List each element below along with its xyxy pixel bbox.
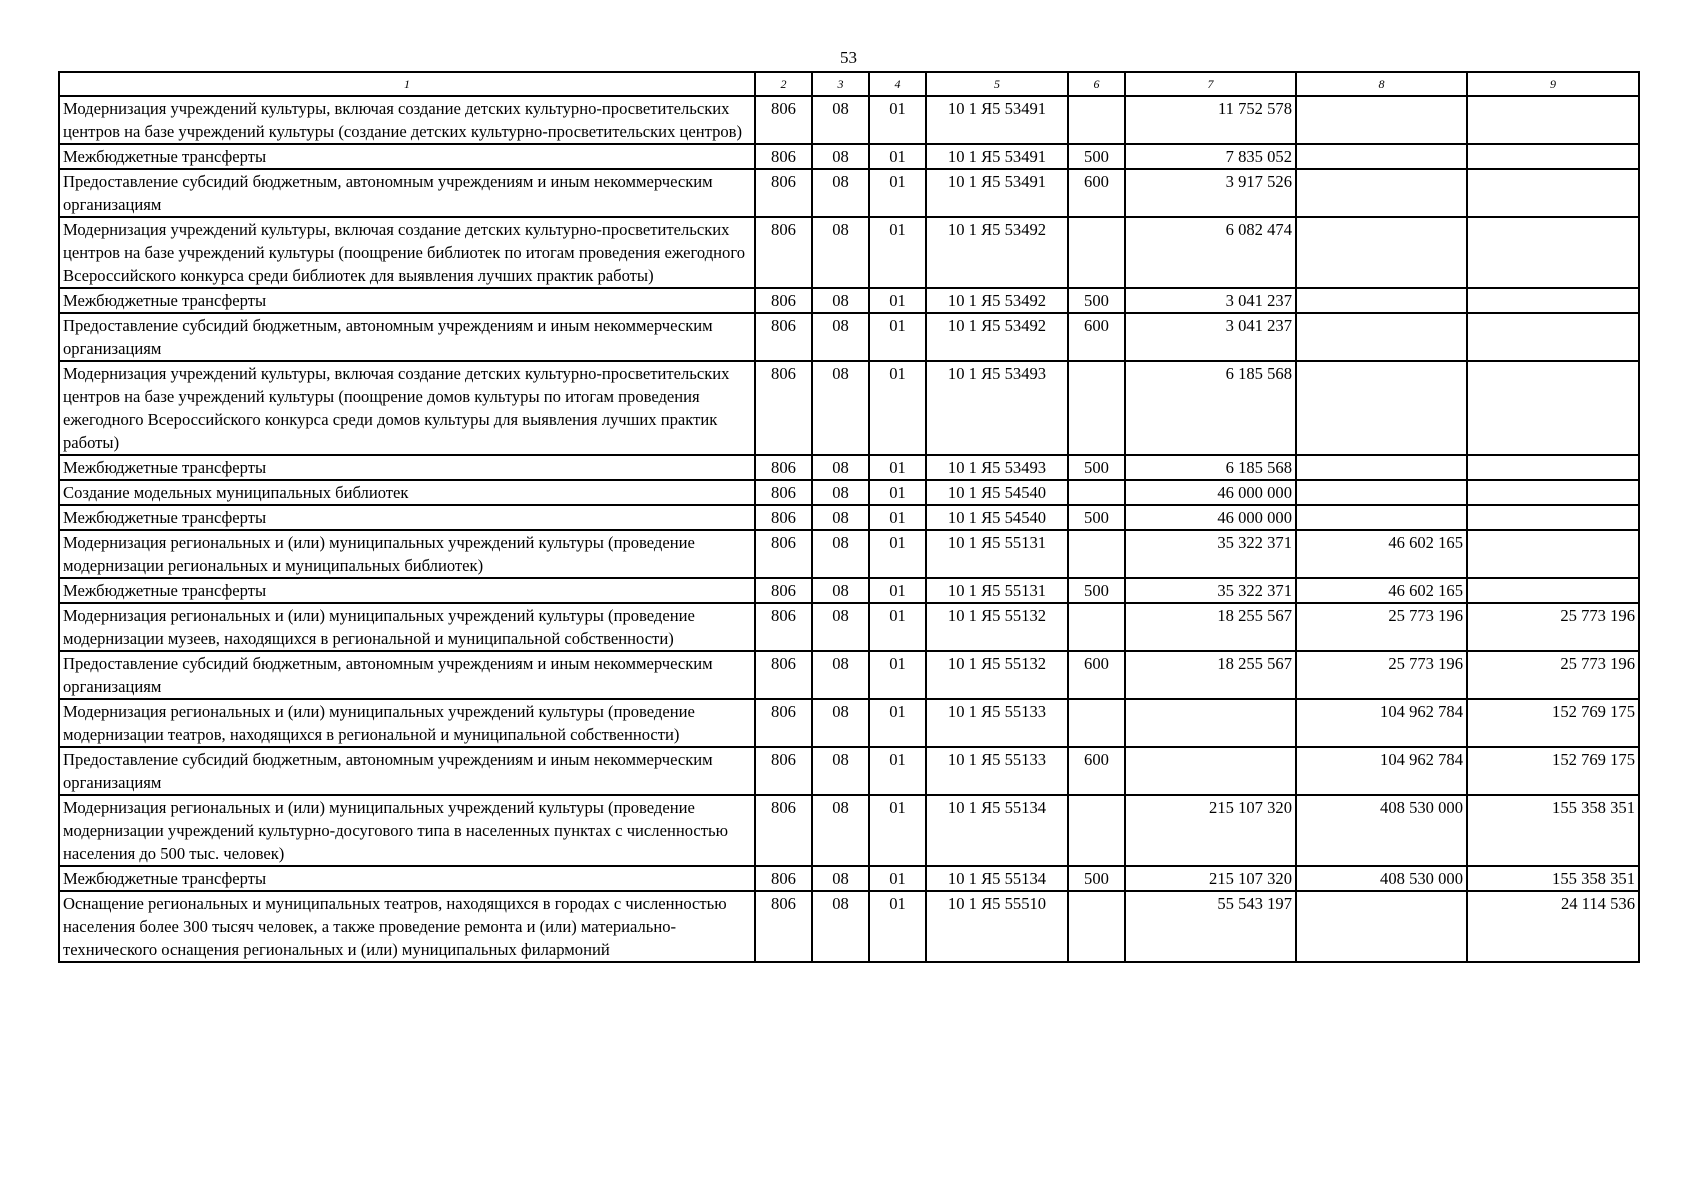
section-code-cell: 08 (812, 96, 869, 144)
section-code-cell: 08 (812, 747, 869, 795)
subsection-code-cell: 01 (869, 795, 926, 866)
page-number: 53 (840, 48, 857, 67)
amount-year3-cell (1467, 169, 1639, 217)
column-number-row (59, 72, 1639, 96)
item-name-cell: Оснащение региональных и муниципальных театров, находящихся в городах с численностью населения более 300 тысяч человек, а также проведение ремонта и (или) материально-технического оснащения региональных и (или) муниципальных филармоний (59, 891, 755, 962)
amount-year3-cell (1467, 313, 1639, 361)
column-number: 7 (1125, 72, 1296, 96)
column-number: 6 (1068, 72, 1125, 96)
amount-year2-cell (1296, 96, 1467, 144)
item-name-cell: Модернизация учреждений культуры, включая создание детских культурно-просветительских центров на базе учреждений культуры (создание детских культурно-просветительских центров) (59, 96, 755, 144)
amount-year2-cell (1296, 361, 1467, 455)
expense-type-cell (1068, 361, 1125, 455)
table-row (59, 313, 1639, 361)
column-number: 2 (755, 72, 812, 96)
target-article-cell: 10 1 Я5 55132 (926, 603, 1068, 651)
subsection-code-cell: 01 (869, 455, 926, 480)
subsection-code-cell: 01 (869, 505, 926, 530)
subsection-code-cell: 01 (869, 530, 926, 578)
expense-type-cell (1068, 891, 1125, 962)
section-code-cell: 08 (812, 288, 869, 313)
section-code-cell: 08 (812, 455, 869, 480)
expense-type-cell: 600 (1068, 313, 1125, 361)
subsection-code-cell: 01 (869, 144, 926, 169)
amount-year3-cell: 24 114 536 (1467, 891, 1639, 962)
target-article-cell: 10 1 Я5 53493 (926, 455, 1068, 480)
target-article-cell: 10 1 Я5 53491 (926, 96, 1068, 144)
table-row (59, 96, 1639, 144)
subsection-code-cell: 01 (869, 217, 926, 288)
target-article-cell: 10 1 Я5 53492 (926, 217, 1068, 288)
table-row (59, 144, 1639, 169)
target-article-cell: 10 1 Я5 53492 (926, 313, 1068, 361)
department-code-cell: 806 (755, 651, 812, 699)
table-row (59, 217, 1639, 288)
section-code-cell: 08 (812, 603, 869, 651)
item-name-cell: Предоставление субсидий бюджетным, автономным учреждениям и иным некоммерческим организациям (59, 747, 755, 795)
target-article-cell: 10 1 Я5 55133 (926, 699, 1068, 747)
amount-year1-cell (1125, 747, 1296, 795)
item-name-cell: Создание модельных муниципальных библиотек (59, 480, 755, 505)
amount-year3-cell (1467, 530, 1639, 578)
target-article-cell: 10 1 Я5 55131 (926, 578, 1068, 603)
amount-year3-cell (1467, 578, 1639, 603)
amount-year2-cell: 104 962 784 (1296, 699, 1467, 747)
item-name-cell: Предоставление субсидий бюджетным, автономным учреждениям и иным некоммерческим организациям (59, 651, 755, 699)
amount-year1-cell: 6 185 568 (1125, 361, 1296, 455)
target-article-cell: 10 1 Я5 55134 (926, 866, 1068, 891)
amount-year1-cell (1125, 699, 1296, 747)
item-name-cell: Межбюджетные трансферты (59, 144, 755, 169)
section-code-cell: 08 (812, 795, 869, 866)
amount-year3-cell (1467, 288, 1639, 313)
subsection-code-cell: 01 (869, 603, 926, 651)
target-article-cell: 10 1 Я5 54540 (926, 505, 1068, 530)
amount-year2-cell: 46 602 165 (1296, 578, 1467, 603)
column-number: 3 (812, 72, 869, 96)
amount-year3-cell: 155 358 351 (1467, 795, 1639, 866)
target-article-cell: 10 1 Я5 55510 (926, 891, 1068, 962)
item-name-cell: Модернизация региональных и (или) муниципальных учреждений культуры (проведение модернизации театров, находящихся в региональной и муниципальной собственности) (59, 699, 755, 747)
amount-year2-cell (1296, 313, 1467, 361)
department-code-cell: 806 (755, 866, 812, 891)
table-row (59, 866, 1639, 891)
target-article-cell: 10 1 Я5 53493 (926, 361, 1068, 455)
amount-year2-cell (1296, 169, 1467, 217)
amount-year2-cell: 104 962 784 (1296, 747, 1467, 795)
amount-year3-cell: 25 773 196 (1467, 651, 1639, 699)
amount-year2-cell (1296, 505, 1467, 530)
column-number: 1 (59, 72, 755, 96)
subsection-code-cell: 01 (869, 699, 926, 747)
department-code-cell: 806 (755, 313, 812, 361)
target-article-cell: 10 1 Я5 55134 (926, 795, 1068, 866)
department-code-cell: 806 (755, 169, 812, 217)
item-name-cell: Межбюджетные трансферты (59, 866, 755, 891)
item-name-cell: Межбюджетные трансферты (59, 578, 755, 603)
subsection-code-cell: 01 (869, 747, 926, 795)
amount-year1-cell: 3 917 526 (1125, 169, 1296, 217)
amount-year1-cell: 6 185 568 (1125, 455, 1296, 480)
section-code-cell: 08 (812, 578, 869, 603)
subsection-code-cell: 01 (869, 480, 926, 505)
department-code-cell: 806 (755, 505, 812, 530)
section-code-cell: 08 (812, 217, 869, 288)
department-code-cell: 806 (755, 455, 812, 480)
amount-year1-cell: 3 041 237 (1125, 313, 1296, 361)
subsection-code-cell: 01 (869, 313, 926, 361)
section-code-cell: 08 (812, 651, 869, 699)
expense-type-cell: 500 (1068, 578, 1125, 603)
amount-year2-cell (1296, 480, 1467, 505)
amount-year3-cell (1467, 480, 1639, 505)
expense-type-cell (1068, 530, 1125, 578)
amount-year1-cell: 46 000 000 (1125, 480, 1296, 505)
amount-year3-cell (1467, 361, 1639, 455)
target-article-cell: 10 1 Я5 54540 (926, 480, 1068, 505)
department-code-cell: 806 (755, 530, 812, 578)
amount-year3-cell: 155 358 351 (1467, 866, 1639, 891)
department-code-cell: 806 (755, 578, 812, 603)
subsection-code-cell: 01 (869, 169, 926, 217)
amount-year1-cell: 11 752 578 (1125, 96, 1296, 144)
section-code-cell: 08 (812, 169, 869, 217)
table-row (59, 651, 1639, 699)
amount-year1-cell: 55 543 197 (1125, 891, 1296, 962)
section-code-cell: 08 (812, 505, 869, 530)
table-row (59, 603, 1639, 651)
amount-year2-cell (1296, 891, 1467, 962)
item-name-cell: Модернизация региональных и (или) муниципальных учреждений культуры (проведение модернизации учреждений культурно-досугового типа в населенных пунктах с численностью населения до 500 тыс. человек) (59, 795, 755, 866)
item-name-cell: Межбюджетные трансферты (59, 288, 755, 313)
amount-year2-cell (1296, 144, 1467, 169)
department-code-cell: 806 (755, 891, 812, 962)
table-row (59, 795, 1639, 866)
amount-year2-cell (1296, 217, 1467, 288)
target-article-cell: 10 1 Я5 53492 (926, 288, 1068, 313)
item-name-cell: Межбюджетные трансферты (59, 505, 755, 530)
amount-year2-cell: 25 773 196 (1296, 603, 1467, 651)
subsection-code-cell: 01 (869, 578, 926, 603)
column-number: 4 (869, 72, 926, 96)
amount-year2-cell: 25 773 196 (1296, 651, 1467, 699)
section-code-cell: 08 (812, 699, 869, 747)
table-row (59, 505, 1639, 530)
department-code-cell: 806 (755, 603, 812, 651)
table-row (59, 480, 1639, 505)
item-name-cell: Модернизация учреждений культуры, включая создание детских культурно-просветительских центров на базе учреждений культуры (поощрение библиотек по итогам проведения ежегодного Всероссийского конкурса среди библиотек для выявления лучших практик работы) (59, 217, 755, 288)
table-row (59, 578, 1639, 603)
table-row (59, 530, 1639, 578)
expense-type-cell (1068, 217, 1125, 288)
expense-type-cell: 500 (1068, 505, 1125, 530)
target-article-cell: 10 1 Я5 55132 (926, 651, 1068, 699)
target-article-cell: 10 1 Я5 55131 (926, 530, 1068, 578)
department-code-cell: 806 (755, 217, 812, 288)
section-code-cell: 08 (812, 891, 869, 962)
amount-year1-cell: 215 107 320 (1125, 866, 1296, 891)
target-article-cell: 10 1 Я5 55133 (926, 747, 1068, 795)
item-name-cell: Модернизация учреждений культуры, включая создание детских культурно-просветительских центров на базе учреждений культуры (поощрение домов культуры по итогам проведения ежегодного Всероссийского конкурса среди домов культуры для выявления лучших практик работы) (59, 361, 755, 455)
expense-type-cell: 500 (1068, 866, 1125, 891)
amount-year1-cell: 35 322 371 (1125, 578, 1296, 603)
table-row (59, 891, 1639, 962)
department-code-cell: 806 (755, 144, 812, 169)
expense-type-cell (1068, 603, 1125, 651)
department-code-cell: 806 (755, 288, 812, 313)
amount-year2-cell: 408 530 000 (1296, 795, 1467, 866)
amount-year3-cell (1467, 505, 1639, 530)
item-name-cell: Предоставление субсидий бюджетным, автономным учреждениям и иным некоммерческим организациям (59, 169, 755, 217)
department-code-cell: 806 (755, 795, 812, 866)
subsection-code-cell: 01 (869, 891, 926, 962)
column-number: 5 (926, 72, 1068, 96)
expense-type-cell: 500 (1068, 455, 1125, 480)
amount-year1-cell: 3 041 237 (1125, 288, 1296, 313)
target-article-cell: 10 1 Я5 53491 (926, 169, 1068, 217)
budget-table (58, 71, 1640, 963)
expense-type-cell (1068, 699, 1125, 747)
amount-year3-cell (1467, 455, 1639, 480)
amount-year3-cell (1467, 217, 1639, 288)
column-number: 9 (1467, 72, 1639, 96)
section-code-cell: 08 (812, 144, 869, 169)
amount-year2-cell (1296, 455, 1467, 480)
expense-type-cell: 500 (1068, 288, 1125, 313)
target-article-cell: 10 1 Я5 53491 (926, 144, 1068, 169)
section-code-cell: 08 (812, 480, 869, 505)
expense-type-cell (1068, 795, 1125, 866)
amount-year3-cell: 152 769 175 (1467, 699, 1639, 747)
table-row (59, 747, 1639, 795)
department-code-cell: 806 (755, 96, 812, 144)
subsection-code-cell: 01 (869, 361, 926, 455)
item-name-cell: Предоставление субсидий бюджетным, автономным учреждениям и иным некоммерческим организациям (59, 313, 755, 361)
department-code-cell: 806 (755, 747, 812, 795)
expense-type-cell: 600 (1068, 747, 1125, 795)
department-code-cell: 806 (755, 361, 812, 455)
amount-year1-cell: 18 255 567 (1125, 603, 1296, 651)
subsection-code-cell: 01 (869, 651, 926, 699)
department-code-cell: 806 (755, 480, 812, 505)
amount-year1-cell: 6 082 474 (1125, 217, 1296, 288)
subsection-code-cell: 01 (869, 96, 926, 144)
amount-year1-cell: 215 107 320 (1125, 795, 1296, 866)
amount-year1-cell: 7 835 052 (1125, 144, 1296, 169)
amount-year3-cell: 152 769 175 (1467, 747, 1639, 795)
expense-type-cell (1068, 480, 1125, 505)
item-name-cell: Модернизация региональных и (или) муниципальных учреждений культуры (проведение модернизации региональных и муниципальных библиотек) (59, 530, 755, 578)
expense-type-cell (1068, 96, 1125, 144)
section-code-cell: 08 (812, 361, 869, 455)
amount-year1-cell: 18 255 567 (1125, 651, 1296, 699)
section-code-cell: 08 (812, 530, 869, 578)
amount-year1-cell: 46 000 000 (1125, 505, 1296, 530)
amount-year2-cell: 408 530 000 (1296, 866, 1467, 891)
expense-type-cell: 600 (1068, 651, 1125, 699)
table-row (59, 455, 1639, 480)
item-name-cell: Межбюджетные трансферты (59, 455, 755, 480)
amount-year3-cell (1467, 144, 1639, 169)
amount-year3-cell (1467, 96, 1639, 144)
expense-type-cell: 500 (1068, 144, 1125, 169)
department-code-cell: 806 (755, 699, 812, 747)
amount-year1-cell: 35 322 371 (1125, 530, 1296, 578)
table-row (59, 169, 1639, 217)
table-row (59, 699, 1639, 747)
subsection-code-cell: 01 (869, 288, 926, 313)
table-row (59, 361, 1639, 455)
subsection-code-cell: 01 (869, 866, 926, 891)
expense-type-cell: 600 (1068, 169, 1125, 217)
amount-year2-cell: 46 602 165 (1296, 530, 1467, 578)
table-row (59, 288, 1639, 313)
section-code-cell: 08 (812, 866, 869, 891)
amount-year3-cell: 25 773 196 (1467, 603, 1639, 651)
section-code-cell: 08 (812, 313, 869, 361)
amount-year2-cell (1296, 288, 1467, 313)
column-number: 8 (1296, 72, 1467, 96)
item-name-cell: Модернизация региональных и (или) муниципальных учреждений культуры (проведение модернизации музеев, находящихся в региональной и муниципальной собственности) (59, 603, 755, 651)
